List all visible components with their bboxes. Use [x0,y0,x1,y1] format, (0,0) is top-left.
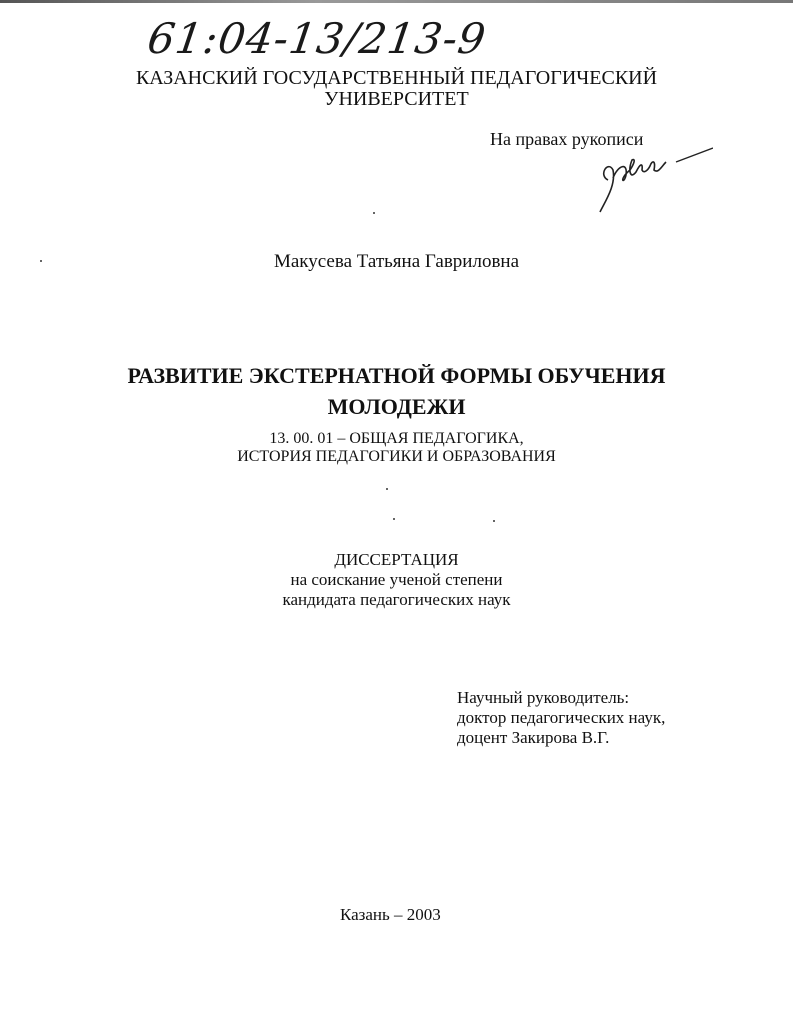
specialty-line-2: ИСТОРИЯ ПЕДАГОГИКИ И ОБРАЗОВАНИЯ [237,448,556,465]
specialty-line-1: 13. 00. 01 – ОБЩАЯ ПЕДАГОГИКА, [269,430,524,447]
manuscript-rights: На правах рукописи [490,129,644,149]
supervisor-line-3: доцент Закирова В.Г. [457,728,610,747]
supervisor-block [457,688,665,748]
dissertation-line-1: ДИССЕРТАЦИЯ [334,550,459,569]
dissertation-line-2: на соискание ученой степени [290,570,503,589]
title-line-2: МОЛОДЕЖИ [327,394,466,419]
signature [588,140,713,215]
university-line-1: КАЗАНСКИЙ ГОСУДАРСТВЕННЫЙ ПЕДАГОГИЧЕСКИЙ [135,67,658,89]
dissertation-type [0,550,793,610]
specialty [0,430,793,466]
scan-speck [40,260,42,262]
handwritten-catalog-number: 61:04-13/213-9 [144,14,490,63]
title-line-1: РАЗВИТИЕ ЭКСТЕРНАТНОЙ ФОРМЫ ОБУЧЕНИЯ [127,363,666,388]
scan-speck [393,518,395,520]
university-name [0,68,793,110]
city-year: Казань – 2003 [340,905,441,924]
dissertation-title [0,360,793,422]
dissertation-line-3: кандидата педагогических наук [282,590,511,609]
scan-speck [493,520,495,522]
scan-speck [386,488,388,490]
supervisor-line-1: Научный руководитель: [457,688,630,707]
scan-edge [0,0,793,3]
scan-speck [373,212,375,214]
university-line-2: УНИВЕРСИТЕТ [324,88,469,110]
author-name: Макусева Татьяна Гавриловна [273,251,520,272]
supervisor-line-2: доктор педагогических наук, [457,708,666,727]
